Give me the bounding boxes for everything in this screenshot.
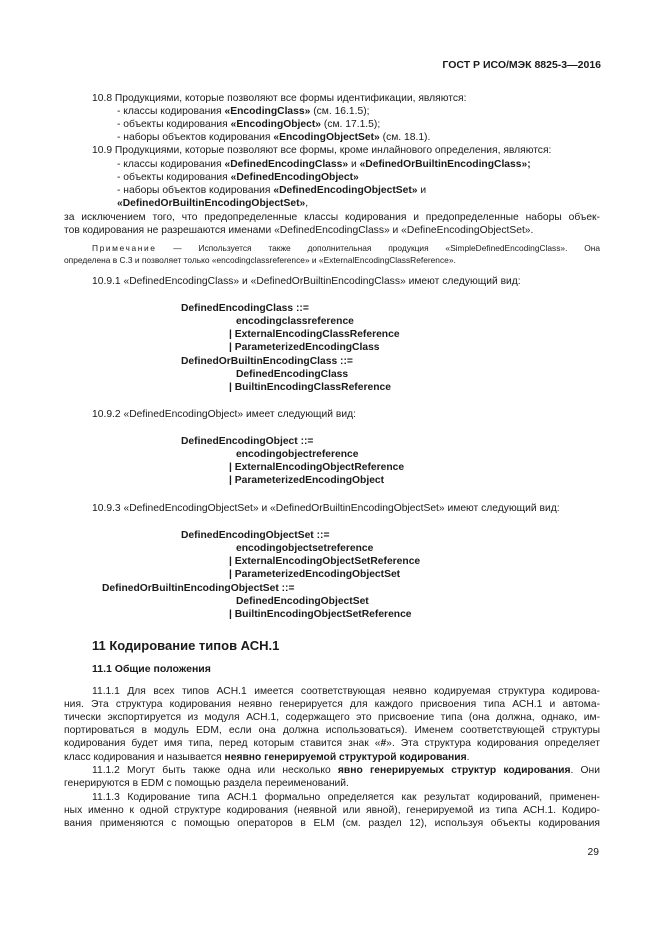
list-item: «DefinedOrBuiltinEncodingObjectSet», [117, 198, 309, 209]
paragraph-line: кодирования будет имя типа, перед которым ставится знак «#». Эта структура кодирования определяет [64, 738, 600, 749]
grammar-line: | ParameterizedEncodingClass [229, 342, 380, 353]
paragraph-line: 11.1.2 Могут быть также одна или несколько явно генерируемых структур кодирования. Они [92, 765, 600, 776]
grammar-line: | ExternalEncodingClassReference [229, 329, 400, 340]
paragraph-line: 11.1.3 Кодирование типа АСН.1 формально определяется как результат кодирований, применен- [92, 792, 600, 803]
grammar-line: | BuiltinEncodingObjectSetReference [229, 609, 412, 620]
note-line: определена в С.3 и позволяет только «encodingclassreference» и «ExternalEncodingClassReference». [64, 255, 456, 265]
grammar-line: encodingobjectsetreference [236, 543, 374, 554]
list-item: - наборы объектов кодирования «DefinedEncodingObjectSet» и [117, 185, 427, 196]
note-label: Примечание [92, 243, 157, 253]
paragraph-line: 11.1.1 Для всех типов АСН.1 имеется соответствующая неявно кодируемая структура кодирова- [92, 686, 600, 697]
clause-10-8: 10.8 Продукциями, которые позволяют все формы идентификации, являются: [92, 93, 467, 104]
paragraph-line: класс кодирования и называется неявно генерируемой структурой кодирования. [64, 752, 470, 763]
grammar-line: encodingclassreference [236, 316, 354, 327]
paragraph-line: ных именно к одной структуре кодирования (неявной или явной), генерируемой из типа АСН.1. Кодиро- [64, 805, 600, 816]
grammar-line: | ParameterizedEncodingObject [229, 475, 385, 486]
clause-10-9-3: 10.9.3 «DefinedEncodingObjectSet» и «DefinedOrBuiltinEncodingObjectSet» имеют следующий вид: [92, 503, 560, 514]
grammar-line: DefinedEncodingClass [236, 369, 349, 380]
grammar-line: DefinedEncodingClass ::= [181, 303, 309, 314]
grammar-line: DefinedEncodingObjectSet [236, 596, 369, 607]
list-item: - объекты кодирования «EncodingObject» (см. 17.1.5); [117, 119, 381, 130]
paragraph-line: вания применяются с помощью операторов в ELM (см. раздел 12), используя объекты кодирования [64, 818, 600, 829]
document-header: ГОСТ Р ИСО/МЭК 8825-3—2016 [442, 59, 601, 71]
grammar-line: DefinedOrBuiltinEncodingClass ::= [181, 356, 353, 367]
grammar-line: DefinedEncodingObject ::= [181, 436, 314, 447]
list-item: - объекты кодирования «DefinedEncodingObject» [117, 172, 359, 183]
paragraph-line: за исключением того, что предопределенные классы кодирования и предопределенные наборы объек- [64, 212, 600, 223]
paragraph-line: тов кодирования не разрешаются именами «DefinedEncodingClass» и «DefineEncodingObjectSet». [64, 225, 534, 236]
paragraph-line: портироваться в модуль EDM, если она должна использоваться). Именем соответствующей структуры [64, 725, 600, 736]
grammar-line: DefinedOrBuiltinEncodingObjectSet ::= [102, 583, 295, 594]
clause-10-9-1: 10.9.1 «DefinedEncodingClass» и «DefinedOrBuiltinEncodingClass» имеют следующий вид: [92, 276, 521, 287]
page-number: 29 [587, 847, 599, 858]
list-item: - наборы объектов кодирования «EncodingObjectSet» (см. 18.1). [117, 132, 431, 143]
grammar-line: encodingobjectreference [236, 449, 359, 460]
section-title: 11 Кодирование типов АСН.1 [92, 638, 280, 653]
grammar-line: | ExternalEncodingObjectSetReference [229, 556, 421, 567]
grammar-line: | ParameterizedEncodingObjectSet [229, 569, 401, 580]
subsection-title: 11.1 Общие положения [92, 663, 211, 675]
clause-10-9: 10.9 Продукциями, которые позволяют все формы, кроме инлайнового определения, являются: [92, 145, 552, 156]
grammar-line: | ExternalEncodingObjectReference [229, 462, 405, 473]
note-line: Примечание — Используется также дополнительная продукция «SimpleDefinedEncodingClass». Она [92, 243, 600, 253]
list-item: - классы кодирования «DefinedEncodingClass» и «DefinedOrBuiltinEncodingClass»; [117, 159, 531, 170]
clause-10-9-2: 10.9.2 «DefinedEncodingObject» имеет следующий вид: [92, 409, 356, 420]
list-item: - классы кодирования «EncodingClass» (см. 16.1.5); [117, 106, 370, 117]
grammar-line: DefinedEncodingObjectSet ::= [181, 530, 330, 541]
paragraph-line: генерируются в EDM с помощью раздела переименований. [64, 778, 349, 789]
paragraph-line: ния. Эта структура кодирования неявно генерируется для каждого присвоения типа АСН.1 и автома- [64, 699, 600, 710]
paragraph-line: тически экспортируется из модуля АСН.1, содержащего это присвоение типа (она должна, однако, им- [64, 712, 600, 723]
grammar-line: | BuiltinEncodingClassReference [229, 382, 391, 393]
